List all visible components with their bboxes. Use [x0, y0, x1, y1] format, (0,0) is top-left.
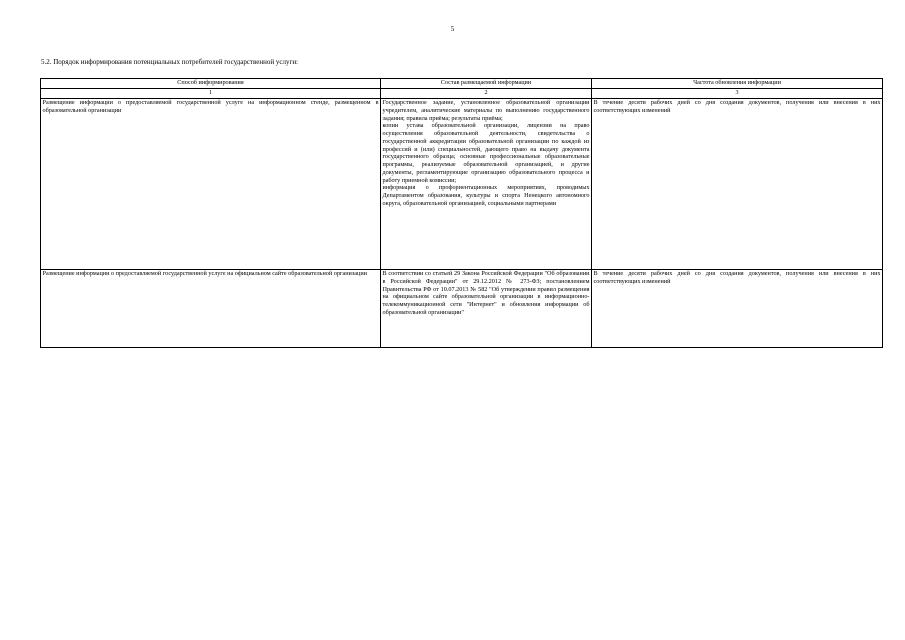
column-number-3: 3 — [592, 89, 883, 99]
header-content: Состав размещаемой информации — [381, 79, 592, 89]
table-row — [41, 99, 883, 270]
column-number-row — [41, 89, 883, 99]
header-method: Способ информирования — [41, 79, 381, 89]
cell-frequency: В течение десяти рабочих дней со дня создания документов, получения или внесения в них соответствующих изменений — [592, 270, 883, 348]
information-table — [40, 78, 883, 348]
header-frequency: Частота обновления информации — [592, 79, 883, 89]
column-number-2: 2 — [381, 89, 592, 99]
cell-method: Размещение информации о предоставляемой государственной услуге на информационном стенде, размещенном в образовательной организации — [41, 99, 381, 270]
cell-frequency: В течение десяти рабочих дней со дня создания документов, получения или внесения в них соответствующих изменений — [592, 99, 883, 270]
table-row — [41, 270, 883, 348]
table-header-row — [41, 79, 883, 89]
cell-content: В соответствии со статьей 29 Закона Российской Федерации "Об образовании в Российской Федерации" от 29.12.2012 № 273-ФЗ; постановлением Правительства РФ от 10.07.2013 № 582 "Об утверждении правил размещения на официальном сайте образовательной организации в информационно-телекоммуникационной сети "Интернет" и обновления информации об образовательной организации" — [381, 270, 592, 348]
page-number: 5 — [450, 25, 455, 33]
column-number-1: 1 — [41, 89, 381, 99]
section-title: 5.2. Порядок информирования потенциальных потребителей государственной услуги: — [41, 58, 299, 66]
cell-method: Размещение информации о предоставляемой государственной услуге на официальном сайте образовательной организации — [41, 270, 381, 348]
cell-content: Государственное задание, установленное образовательной организации учредителем, аналитические материалы по выполнению государственного задания; правила приёма; результаты приёма; копии устава образовательной организации, лицензии на право осуществления образовательной деятельности, свидетельства о государственной аккредитации образовательной организации по каждой из профессий и (или) специальностей, дающего право на выдачу документа государственного образца; основные профессиональные образовательные программы, реализуемые образовательной организацией, и другие документы, регламентирующие организацию образовательного процесса и работу приемной комиссии; информация о профориентационных мероприятиях, проводимых Департаментом образования, культуры и спорта Ненецкого автономного округа, образовательной организацией, социальными партнерами — [381, 99, 592, 270]
